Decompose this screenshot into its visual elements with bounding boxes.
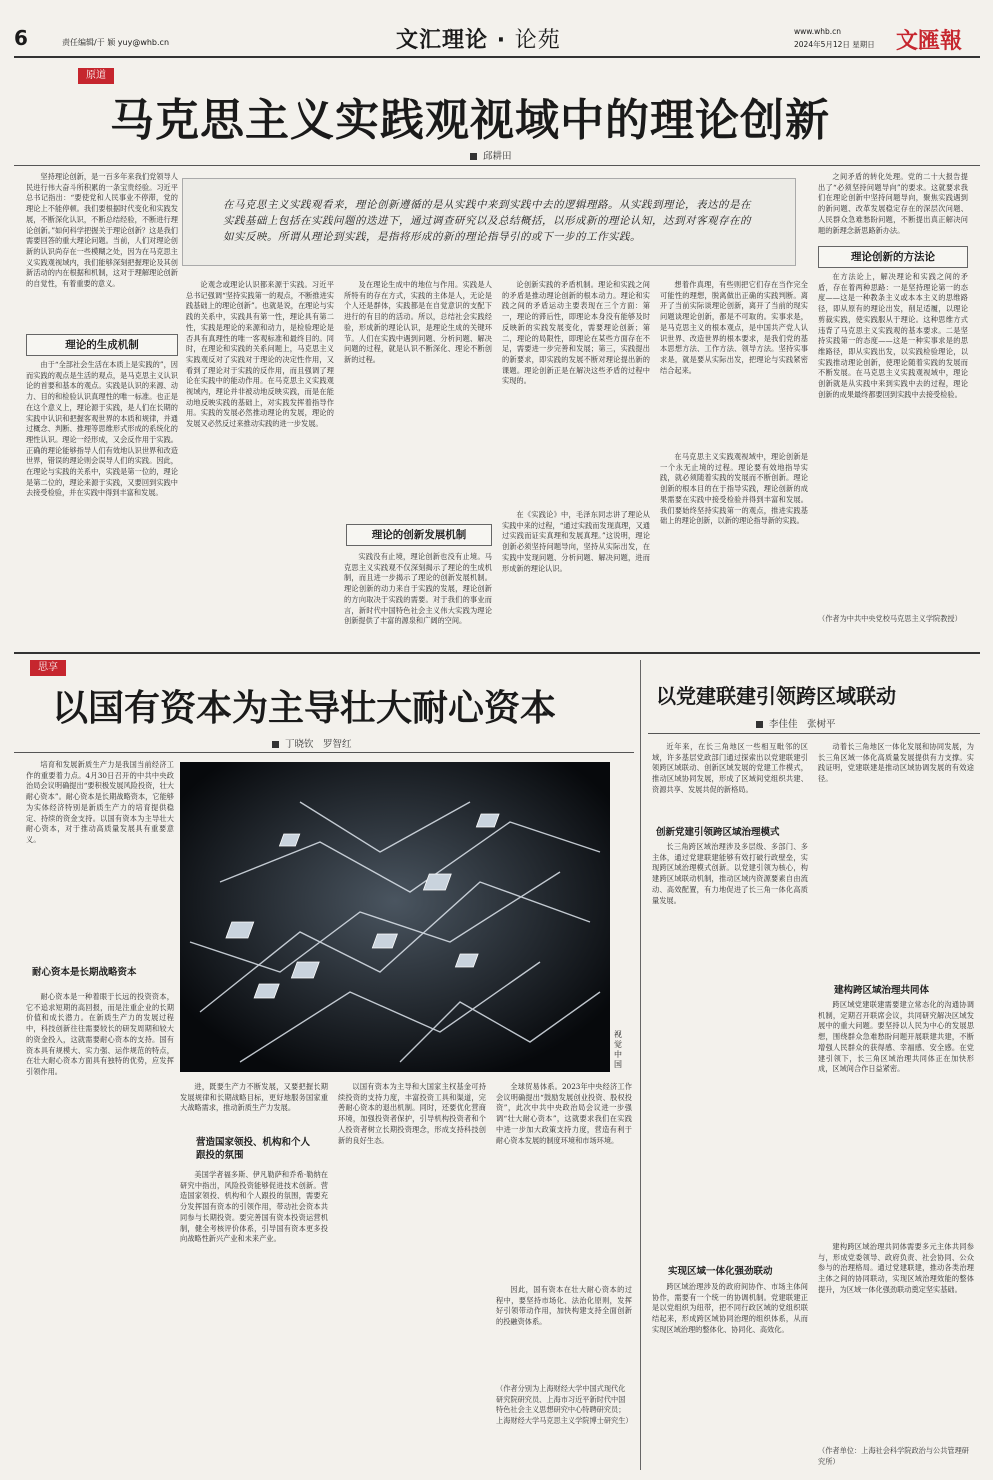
article3-author-note: （作者单位：上海社会科学院政治与公共管理研究所） bbox=[818, 1446, 969, 1466]
editor-line: 责任编辑/于 颖 yuy@whb.cn bbox=[62, 38, 170, 47]
article1-para: 论观念或理论认识都来源于实践。习近平总书记强调“坚持实践第一的观点，不断推进实践基础上的理论创新”。也就是说，在理论与实践的关系中，实践具有第一性，理论具有第二性，实践是理论的来源和动力，是检验理论是否具有真理性的唯一客观标准和最终目的。同时，在理论和实践的关系问题上，马克思主义实践观反对了实践对于理论的决定性作用，又看到了理论对于实践的反作用，而且强调了理论在实践中的能动作用。在马克思主义实践观视域内，理论并非被动地反映实践，而是在能动地反映实践的基础上，对实践发挥着指导作用。实践的发展必然推动理论的发展，理论的发展又必然反过来推动实践的进一步发展。 bbox=[186, 280, 334, 429]
article2-col3 bbox=[338, 1082, 486, 1470]
article2-author-note: （作者分别为上海财经大学中国式现代化研究院研究员、上海市习近平新时代中国特色社会主义思想研究中心特聘研究员；上海财经大学马克思主义学院博士研究生） bbox=[496, 1384, 633, 1425]
article1-col6b bbox=[818, 272, 968, 612]
article3-para: 跨区域治理涉及的政府间协作、市场主体间协作，需要有一个统一的协调机制。党建联建正是以党组织为纽带，把不同行政区域的党组织联结起来，形成跨区域协同治理的组织体系，从而实现区域治理的整体化、协同化、高效化。 bbox=[652, 1282, 808, 1334]
article3-col1b bbox=[652, 842, 808, 1092]
article1-bottom-rule bbox=[14, 652, 980, 654]
article1-col1b bbox=[26, 360, 178, 645]
article1-col3b bbox=[344, 552, 492, 645]
article2-col4b bbox=[496, 1285, 632, 1380]
article2-para: 培育和发展新质生产力是我国当前经济工作的重要着力点。4月30日召开的中共中央政治局会议明确提出“要积极发展风险投资，壮大耐心资本”。耐心资本是长期战略资本，它能够为实体经济特别是新质生产力的培育提供稳定、持续的资金支持。以国有资本为主导壮大耐心资本，对于推动高质量发展具有重要意义。 bbox=[26, 760, 174, 844]
site-url: www.whb.cn bbox=[794, 27, 842, 36]
article3-subhead-1: 创新党建引领跨区域治理模式 bbox=[656, 827, 780, 838]
article2-subhead-2: 营造国家领投、机构和个人跟投的氛围 bbox=[196, 1137, 311, 1161]
article3-para: 近年来，在长三角地区一些相互毗邻的区域，许多基层党政部门通过探索出以党建联建引领跨区域联动、创新区域发展的党建工作模式，推动区域协同发展，形成了区域间党组织共建、资源共享、发展共促的新格局。 bbox=[652, 742, 808, 794]
byline-square-icon bbox=[756, 721, 763, 728]
article2-author: 丁晓钦 罗智红 bbox=[285, 739, 352, 750]
article1-col6 bbox=[818, 172, 968, 238]
article1-byline bbox=[470, 148, 512, 162]
byline-square-icon bbox=[272, 741, 279, 748]
article1-para: 想着作真理，有些则把它们存在当作完全可能性的理想，脱离做出正确的实践判断。离开了当前实际谈理论创新，离开了当前的现实问题谈理论创新，都是不可取的。实事求是，是马克思主义的根本观点，是中国共产党人认识世界、改造世界的根本要求，是我们党的基本思想方法、工作方法、领导方法。坚持实事求是，就是要从实际出发，把理论与实践紧密结合起来。 bbox=[660, 280, 808, 375]
article3-para: 动着长三角地区一体化发展和协同发展，为长三角区域一体化高质量发展提供有力支撑。实践证明，党建联建是推动区域协调发展的有效途径。 bbox=[818, 742, 974, 784]
article1-author: 邱耕田 bbox=[483, 151, 512, 162]
article1-subhead-3: 理论创新的方法论 bbox=[818, 246, 968, 268]
article2-col2b bbox=[180, 1170, 328, 1470]
chip-network-image bbox=[180, 762, 610, 1072]
article1-summary: 在马克思主义实践观看来，理论创新遵循的是从实践中来到实践中去的逻辑理路。从实践到理论，表达的是在实践基础上包括在实践问题的迭进下，通过调查研究以及总结概括，以形成新的理论认知，达到对客观存在的如实反映。所谓从理论到实践，是指将形成的新的理论指导引的或下一步的工作实践。 bbox=[223, 199, 751, 243]
article3-byline bbox=[756, 716, 836, 730]
byline-square-icon bbox=[470, 153, 477, 160]
article1-summary-box bbox=[182, 178, 796, 266]
article1-col5b bbox=[660, 452, 808, 645]
article2-subhead-1: 耐心资本是长期战略资本 bbox=[32, 967, 137, 978]
section-dot: · bbox=[496, 28, 507, 53]
article2-col2 bbox=[180, 1082, 328, 1132]
article1-author-note: （作者为中共中央党校马克思主义学院教授） bbox=[818, 614, 962, 623]
article1-title: 马克思主义实践观视域中的理论创新 bbox=[110, 95, 830, 146]
article2-para: 美国学者福多斯、伊凡勒萨和乔希·勒纳在研究中指出，风险投资能够促进技术创新。营造国家领投、机构和个人跟投的氛围，需要充分发挥国有资本的引领作用，带动社会资本共同参与长期投资。要完善国有资本投资运营机制，健全考核评价体系，引导国有资本更多投向战略性新兴产业和未来产业。 bbox=[180, 1170, 328, 1244]
masthead-logo: 文匯報 bbox=[896, 28, 963, 54]
article1-para: 实践没有止境，理论创新也没有止境。马克思主义实践观不仅深刻揭示了理论的生成机制，而且进一步揭示了理论的创新发展机制。理论创新的动力来自于实践的发展，理论创新的方向取决于实践的需要。对于我们的事业而言，新时代中国特色社会主义伟大实践为理论创新提供了丰富的源泉和广阔的空间。 bbox=[344, 552, 492, 626]
page-number: 6 bbox=[14, 26, 28, 50]
article2-photo bbox=[180, 762, 610, 1072]
article3-subhead-2: 建构跨区域治理共同体 bbox=[834, 985, 930, 996]
article1-para: 之间矛盾的转化处理。党的二十大报告提出了“必须坚持问题导向”的要求。这就要求我们在理论创新中坚持问题导向，聚焦实践遇到的新问题、改革发展稳定存在的深层次问题、人民群众急难愁盼问题，不断提出真正解决问题的新理念新思路新办法。 bbox=[818, 172, 968, 235]
article2-byline bbox=[272, 736, 352, 750]
article2-col4 bbox=[496, 1082, 632, 1282]
article3-col1c bbox=[652, 1282, 808, 1470]
article1-col2 bbox=[186, 280, 334, 645]
article1-para: 及在理论生成中的地位与作用。实践是人所特有的存在方式，实践的主体是人，无论是个人还是群体，实践都是在自觉意识的支配下进行的有目的的活动。所以，总结社会实践经验，形成新的理论认识，是理论生成的关键环节。人们在实践中遇到问题、分析问题、解决问题的过程，就是认识不断深化、理论不断创新的过程。 bbox=[344, 280, 492, 364]
article2-col1 bbox=[26, 760, 174, 940]
article1-para: 在方法论上，解决理论和实践之间的矛盾，存在着两种思路：一是坚持理论第一的态度——这是一种教条主义或本本主义的思维路径，即从原有的理论出发，削足适履，以理论剪裁实践，使实践服从于理论。这种思维方式违背了马克思主义实践观的基本要求。二是坚持实践第一的态度——这是一种实事求是的思维路径，即从实践出发，以实践检验理论，以实践推动理论创新，使理论随着实践的发展而不断发展。在马克思主义实践观视域中，理论创新就是从实践中来到实践中去的过程，理论创新的成果最终都要回到实践中去接受检验。 bbox=[818, 272, 968, 399]
article2-tag: 思享 bbox=[30, 660, 66, 676]
article2-para: 因此，国有资本在壮大耐心资本的过程中，要坚持市场化、法治化原则，发挥好引领带动作用，加快构建支持全面创新的投融资体系。 bbox=[496, 1285, 632, 1327]
article3-title-rule bbox=[648, 733, 980, 734]
article1-para: 论创新实践的矛盾机制。理论和实践之间的矛盾是推动理论创新的根本动力。理论和实践之间的矛盾运动主要表现在三个方面：第一，理论的滞后性，即理论本身没有能够及时反映新的实践发展变化，需要理论创新；第二，理论的局限性，即理论在某些方面存在不足，需要进一步完善和发展；第三，实践提出的新要求，即实践的发展不断对理论提出新的课题。理论创新正是在解决这些矛盾的过程中实现的。 bbox=[502, 280, 650, 386]
article2-col1b bbox=[26, 992, 174, 1470]
article1-col5 bbox=[660, 280, 808, 450]
article1-col3 bbox=[344, 280, 492, 510]
article3-col1 bbox=[652, 742, 808, 822]
article3-para: 跨区域党建联建需要建立常态化的沟通协调机制，定期召开联席会议，共同研究解决区域发展中的重大问题。要坚持以人民为中心的发展思想，围绕群众急难愁盼问题开展联建共建，不断增强人民群众的获得感、幸福感、安全感。在党建引领下，长三角区域治理共同体正在加快形成，区域间合作日益紧密。 bbox=[818, 1000, 974, 1074]
article1-para: 在马克思主义实践观视域中，理论创新是一个永无止境的过程。理论要有效地指导实践，就必须随着实践的发展而不断创新。理论创新的根本目的在于指导实践，理论创新的成果需要在实践中接受检验并得到丰富和发展。我们要始终坚持实践第一的观点，推进实践基础上的理论创新，以新的理论指导新的实践。 bbox=[660, 452, 808, 526]
article3-col2c bbox=[818, 1242, 974, 1442]
article2-title-rule bbox=[14, 752, 634, 753]
header-rule bbox=[14, 56, 980, 58]
article1-para: 由于“全部社会生活在本质上是实践的”，因而实践的观点是生活的观点，是马克思主义认识论的首要和基本的观点。实践是认识的来源、动力、目的和检验认识真理性的唯一标准。也正是在这个意义上，理论源于实践，是人们在长期的实践中认识和把握客观世界的本质和规律，并通过概念、判断、推理等思维形式形成的系统化的理性认识。理论一经形成，又会反作用于实践。正确的理论能够指导人们有效地认识世界和改造世界，错误的理论则会误导人们的实践。因此，在理论与实践的关系中，实践是第一位的，理论是第二位的，理论来源于实践，又要回到实践中去接受检验，并在实践中得到丰富和发展。 bbox=[26, 360, 178, 498]
article3-para: 建构跨区域治理共同体需要多元主体共同参与，形成党委领导、政府负责、社会协同、公众参与的治理格局。通过党建联建，推动各类治理主体之间的协同联动，实现区域治理效能的整体提升，为区域一体化强劲联动奠定坚实基础。 bbox=[818, 1242, 974, 1294]
subsection-name: 论苑 bbox=[514, 28, 561, 53]
issue-date: 2024年5月12日 星期日 bbox=[794, 40, 875, 49]
article1-para: 在《实践论》中，毛泽东同志讲了理论从实践中来的过程，“通过实践而发现真理，又通过实践而证实真理和发展真理。”这说明，理论创新必须坚持问题导向，坚持从实际出发，在实践中发现问题、分析问题、解决问题，进而形成新的理论认识。 bbox=[502, 510, 650, 573]
article3-col2 bbox=[818, 742, 974, 982]
article1-col4b bbox=[502, 510, 650, 645]
article2-para: 进，既要生产力不断发展，又要把握长期发展规律和长期战略目标，更好地服务国家重大战略需求，推动新质生产力发展。 bbox=[180, 1082, 328, 1113]
article2-title: 以国有资本为主导壮大耐心资本 bbox=[52, 687, 557, 729]
article1-title-rule bbox=[14, 165, 980, 166]
column-divider bbox=[640, 660, 641, 1470]
article3-title: 以党建联建引领跨区域联动 bbox=[656, 684, 896, 708]
photo-credit: 视觉中国 bbox=[614, 1030, 622, 1069]
article3-author: 李佳佳 张树平 bbox=[769, 719, 836, 730]
article1-subhead-1: 理论的生成机制 bbox=[26, 334, 178, 356]
article2-para: 耐心资本是一种着眼于长远的投资资本，它不追求短期的高回报，而是注重企业的长期价值和成长潜力。在新质生产力的发展过程中，科技创新往往需要较长的研发周期和较大的资金投入，这就需要耐心资本的支持。国有资本具有规模大、实力强、运作规范的特点，在壮大耐心资本方面具有独特的优势，应发挥引领作用。 bbox=[26, 992, 174, 1076]
section-title bbox=[396, 23, 561, 54]
article1-subhead-2: 理论的创新发展机制 bbox=[346, 524, 492, 546]
article3-para: 长三角跨区域治理涉及多层级、多部门、多主体，通过党建联建能够有效打破行政壁垒，实现跨区域治理模式创新。以党建引领为核心，构建跨区域联动机制，推动区域内资源要素自由流动、高效配置，有力地促进了长三角一体化高质量发展。 bbox=[652, 842, 808, 905]
article1-col1 bbox=[26, 172, 178, 332]
article3-subhead-3: 实现区域一体化强劲联动 bbox=[668, 1266, 773, 1277]
article2-para: 全球贸易体系。2023年中央经济工作会议明确提出“鼓励发展创业投资、股权投资”，此次中共中央政治局会议进一步强调“壮大耐心资本”，这就要求我们在实践中进一步加大政策支持力度，营造有利于耐心资本发展的制度环境和市场环境。 bbox=[496, 1082, 632, 1145]
article1-tag: 原道 bbox=[78, 68, 114, 84]
article2-para: 以国有资本为主导和大国家主权基金可持续投资的支持力度，丰富投资工具和渠道，完善耐心资本的退出机制。同时，还要优化营商环境，加强投资者保护，引导机构投资者和个人投资者树立长期投资理念，形成支持科技创新的良好生态。 bbox=[338, 1082, 486, 1145]
article1-col4 bbox=[502, 280, 650, 505]
article3-col2b bbox=[818, 1000, 974, 1240]
section-name: 文汇理论 bbox=[396, 28, 489, 53]
article1-para: 坚持理论创新，是一百多年来我们党领导人民进行伟大奋斗所积累的一条宝贵经验。习近平总书记指出：“要使党和人民事业不停滞，党的理论上不能停顿。我们要根据时代变化和实践发展，不断深化认识，不断总结经验，不断进行理论创新。”如何科学把握关于理论创新？这是我们需要回答的重大理论问题。当前，人们对理论创新的认识尚存在一些模糊之处，因为在马克思主义实践观视域内，我们能够深刻把握理论及其创新活动的内在根据和机制，这对于理解理论创新的自觉性，有着重要的意义。 bbox=[26, 172, 178, 289]
